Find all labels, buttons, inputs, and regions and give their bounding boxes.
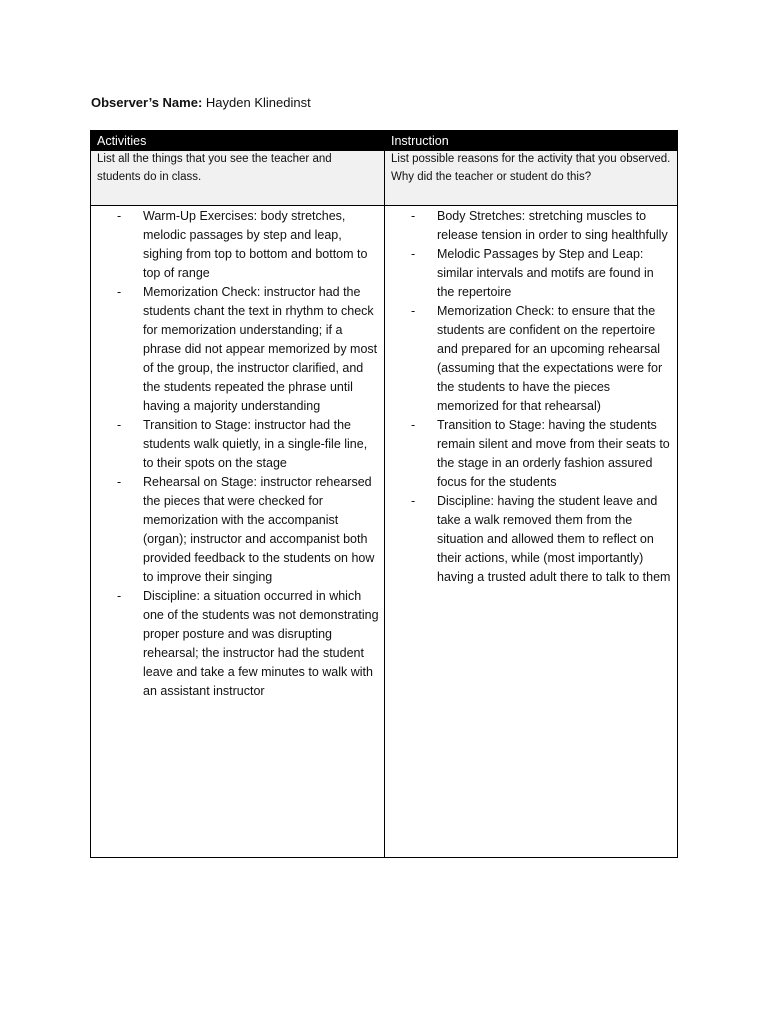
observation-table — [90, 130, 678, 858]
activity-text: Memorization Check: instructor had the students chant the text in rhythm to check for memorization understanding; if a phrase did not appear memorized by most of the group, the instructor clarified, and the students repeated the phrase until having a majority understanding — [143, 285, 378, 413]
instruction-text: Memorization Check: to ensure that the students are confident on the repertoire and prepared for an upcoming rehearsal (assuming that the expectations were for the students to have the pieces memorized for that rehearsal) — [437, 304, 663, 413]
bullet-dash: - — [411, 209, 416, 223]
activity-item — [117, 587, 379, 701]
instruction-item — [411, 207, 673, 245]
observer-line — [91, 94, 311, 112]
instruction-list — [411, 207, 673, 587]
observer-label: Observer’s Name: — [91, 95, 203, 110]
instruction-header: Instruction — [391, 134, 449, 148]
instruction-text: Transition to Stage: having the students remain silent and move from their seats to the stage in an orderly fashion assured focus for the students — [437, 418, 670, 489]
activities-list — [117, 207, 379, 701]
activity-item — [117, 416, 379, 473]
bullet-dash: - — [117, 589, 122, 603]
bullet-dash: - — [117, 209, 122, 223]
bullet-dash: - — [411, 304, 416, 318]
instruction-text: Body Stretches: stretching muscles to release tension in order to sing healthfully — [437, 209, 668, 242]
activity-text: Transition to Stage: instructor had the students walk quietly, in a single-file line, to their spots on the stage — [143, 418, 368, 470]
bullet-dash: - — [117, 475, 122, 489]
activity-item — [117, 283, 379, 416]
bullet-dash: - — [117, 418, 122, 432]
observer-name: Hayden Klinedinst — [205, 95, 311, 110]
activity-item — [117, 207, 379, 283]
instruction-item — [411, 245, 673, 302]
instruction-text: Melodic Passages by Step and Leap: similar intervals and motifs are found in the repertoire — [437, 247, 654, 299]
column-divider — [384, 131, 385, 857]
activities-prompt: List all the things that you see the teacher and students do in class. — [97, 153, 332, 183]
instruction-item — [411, 492, 673, 587]
instruction-prompt: List possible reasons for the activity that you observed. Why did the teacher or student do this? — [391, 153, 671, 183]
bullet-dash: - — [411, 418, 416, 432]
activities-header: Activities — [97, 134, 147, 148]
activity-text: Discipline: a situation occurred in which one of the students was not demonstrating proper posture and was disrupting rehearsal; the instructor had the student leave and take a few minutes to walk with an assistant instructor — [143, 589, 379, 698]
activity-text: Rehearsal on Stage: instructor rehearsed the pieces that were checked for memorization with the accompanist (organ); instructor and accompanist both provided feedback to the students on how to improve their singing — [143, 475, 375, 584]
instruction-text: Discipline: having the student leave and take a walk removed them from the situation and allowed them to reflect on their actions, while (most importantly) having a trusted adult there to talk to them — [437, 494, 671, 584]
instruction-item — [411, 302, 673, 416]
bullet-dash: - — [117, 285, 122, 299]
bullet-dash: - — [411, 494, 416, 508]
activity-text: Warm-Up Exercises: body stretches, melodic passages by step and leap, sighing from top to bottom and bottom to top of range — [143, 209, 368, 280]
instruction-item — [411, 416, 673, 492]
bullet-dash: - — [411, 247, 416, 261]
activity-item — [117, 473, 379, 587]
